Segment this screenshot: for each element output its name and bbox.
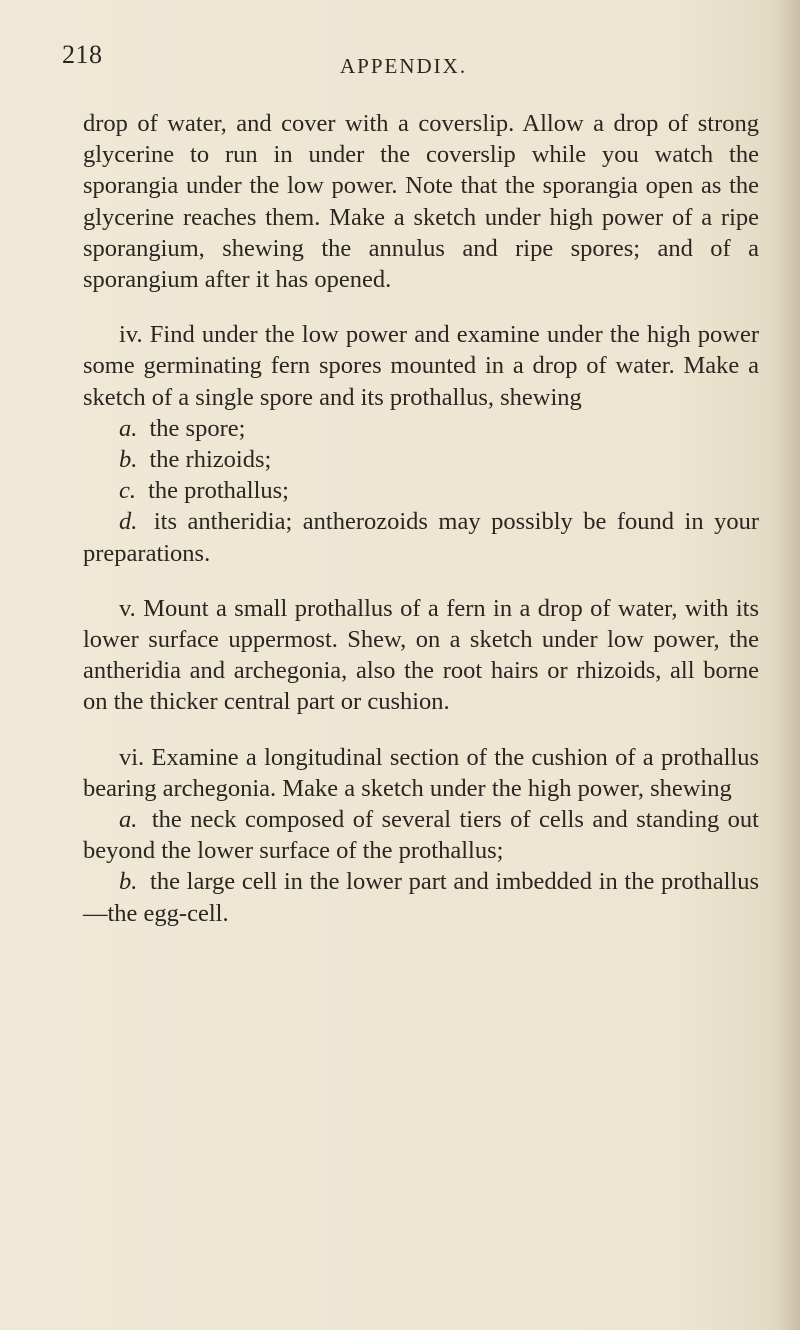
list-item bbox=[83, 506, 759, 568]
section-iv bbox=[83, 319, 759, 569]
list-item bbox=[83, 804, 759, 866]
page-edge-shadow bbox=[778, 0, 800, 1330]
list-item-text: the spore; bbox=[149, 414, 246, 442]
list-marker: c. bbox=[119, 477, 136, 505]
paragraph-continued: drop of water, and cover with a coverslip. Allow a drop of strong glycerine to run in under the coverslip while you watch the sporangia under the low power. Note that the sporangia open as the glycerine reaches them. Make a sketch under high power of a ripe sporangium, shewing the annulus and ripe spores; and of a sporangium after it has opened. bbox=[83, 110, 759, 294]
list-marker: b. bbox=[119, 446, 138, 474]
section-vi bbox=[83, 742, 759, 929]
list-item-text: the neck composed of several tiers of cells and standing out beyond the lower surface of the prothallus; bbox=[83, 806, 759, 865]
list-marker: a. bbox=[119, 414, 138, 442]
page-number: 218 bbox=[62, 40, 103, 69]
list-item-text: the prothallus; bbox=[148, 477, 289, 505]
list-item bbox=[83, 413, 759, 444]
list-item bbox=[83, 444, 759, 475]
list-item-text: the rhizoids; bbox=[149, 446, 272, 474]
body-text bbox=[83, 108, 759, 929]
running-head: APPENDIX. bbox=[340, 54, 468, 78]
list-item bbox=[83, 475, 759, 506]
list-marker: b. bbox=[119, 868, 138, 896]
paragraph-v: v. Mount a small prothallus of a fern in a drop of water, with its lower surface uppermost. Shew, on a sketch under low power, the antheridia and archegonia, also the root hairs or rhizoids, all borne on the thicker central part or cushion. bbox=[83, 594, 759, 716]
list-item-text: its antheridia; antherozoids may possibly be found in your preparations. bbox=[83, 508, 760, 567]
list-item bbox=[83, 866, 759, 928]
list-marker: a. bbox=[119, 806, 138, 834]
list-iv bbox=[83, 413, 759, 569]
list-item-text: the large cell in the lower part and imbedded in the prothallus—the egg-cell. bbox=[83, 868, 760, 927]
list-marker: d. bbox=[119, 508, 138, 536]
paragraph-iv: iv. Find under the low power and examine under the high power some germinating fern spores mounted in a drop of water. Make a sketch of a single spore and its prothallus, shewing bbox=[83, 321, 759, 411]
paragraph-vi: vi. Examine a longitudinal section of the cushion of a prothallus bearing archegonia. Make a sketch under the high power, shewing bbox=[83, 743, 759, 802]
